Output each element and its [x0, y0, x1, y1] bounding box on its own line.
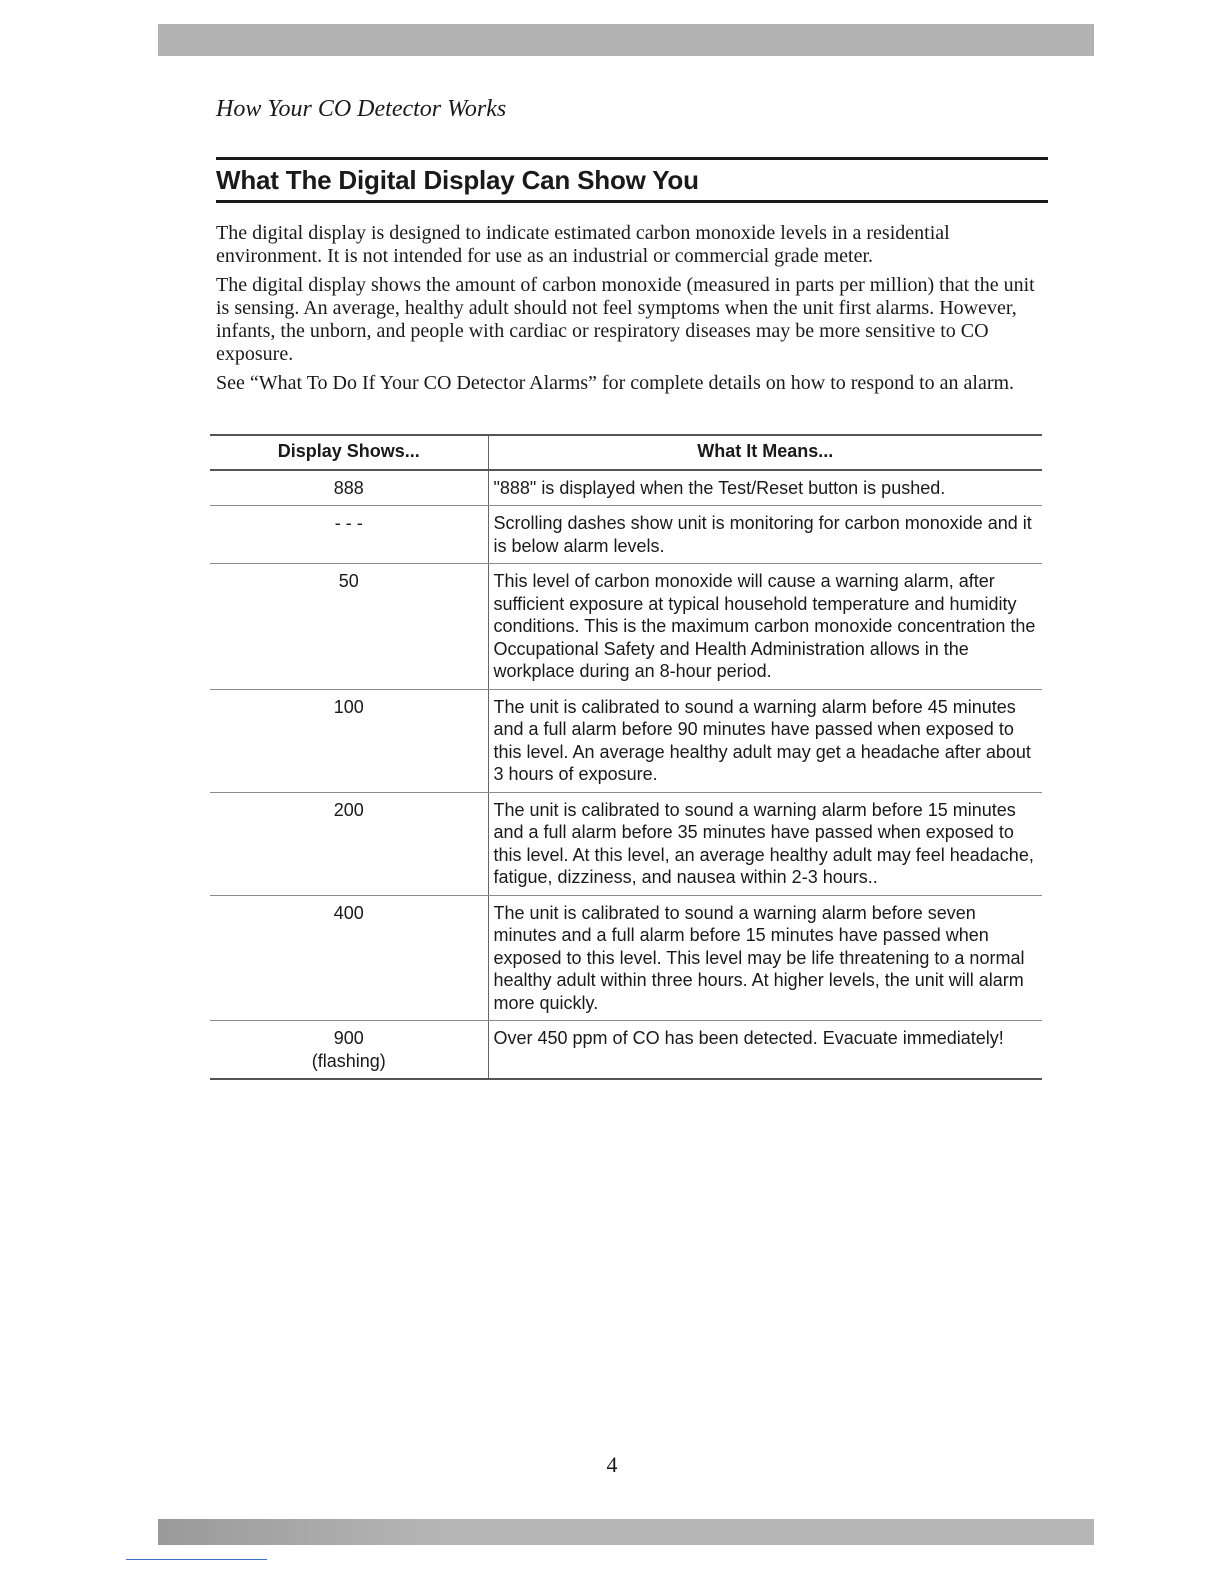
meaning-cell: Over 450 ppm of CO has been detected. Evacuate immediately!: [488, 1021, 1042, 1080]
section-label: How Your CO Detector Works: [216, 96, 507, 122]
display-levels-table: [210, 434, 1042, 1080]
table-row: [210, 564, 1042, 690]
level-cell: [210, 470, 488, 506]
level-value: - - -: [334, 513, 363, 533]
header-what-it-means: What It Means...: [488, 435, 1042, 470]
meaning-cell: The unit is calibrated to sound a warning alarm before 45 minutes and a full alarm before 90 minutes have passed when exposed to this level. An average healthy adult may get a headache after about 3 hours of exposure.: [488, 689, 1042, 792]
table-row: [210, 470, 1042, 506]
meaning-cell: Scrolling dashes show unit is monitoring for carbon monoxide and it is below alarm levels.: [488, 506, 1042, 564]
level-value: 200: [333, 799, 364, 820]
table-header-row: [210, 435, 1042, 470]
table-row: [210, 689, 1042, 792]
level-value: 50: [338, 571, 359, 591]
level-value: 100: [333, 696, 364, 717]
level-cell: [210, 1021, 488, 1080]
footer-link-line: [126, 1559, 267, 1560]
bottom-gray-band: [158, 1519, 1094, 1545]
meaning-cell: The unit is calibrated to sound a warning alarm before 15 minutes and a full alarm before 35 minutes have passed when exposed to this level. At this level, an average healthy adult may feel headache, fatigue, dizziness, and nausea within 2-3 hours..: [488, 792, 1042, 895]
page-number: 4: [606, 1452, 618, 1477]
page-heading: What The Digital Display Can Show You: [216, 165, 699, 195]
level-cell: [210, 895, 488, 1021]
heading-rule-box: [216, 157, 1048, 203]
table-row: [210, 506, 1042, 564]
level-cell: [210, 564, 488, 690]
level-cell: [210, 506, 488, 564]
level-value: 900: [333, 1028, 364, 1048]
meaning-cell: This level of carbon monoxide will cause a warning alarm, after sufficient exposure at typical household temperature and humidity conditions. This is the maximum carbon monoxide concentration the Occupational Safety and Health Administration allows in the workplace during an 8-hour period.: [488, 564, 1042, 690]
level-cell: [210, 792, 488, 895]
level-value: 888: [333, 477, 364, 498]
intro-text: [216, 222, 1040, 401]
level-value: 400: [333, 902, 364, 923]
table-row: [210, 895, 1042, 1021]
header-display-shows: Display Shows...: [210, 435, 488, 470]
meaning-cell: The unit is calibrated to sound a warning alarm before seven minutes and a full alarm before 15 minutes have passed when exposed to this level. This level may be life threatening to a normal healthy adult within three hours. At higher levels, the unit will alarm more quickly.: [488, 895, 1042, 1021]
intro-paragraph: The digital display is designed to indicate estimated carbon monoxide levels in a residential environment. It is not intended for use as an industrial or commercial grade meter.: [216, 222, 950, 267]
table-row: [210, 1021, 1042, 1080]
intro-paragraph: The digital display shows the amount of carbon monoxide (measured in parts per million) that the unit is sensing. An average, healthy adult should not feel symptoms when the unit first alarms. However, infants, the unborn, and people with cardiac or respiratory diseases may be more sensitive to CO exposure.: [216, 274, 1035, 365]
level-note: (flashing): [311, 1050, 386, 1071]
top-gray-band: [158, 24, 1094, 56]
meaning-cell: "888" is displayed when the Test/Reset button is pushed.: [488, 470, 1042, 506]
table-row: [210, 792, 1042, 895]
intro-paragraph: See “What To Do If Your CO Detector Alarms” for complete details on how to respond to an alarm.: [216, 372, 1015, 394]
level-cell: [210, 689, 488, 792]
